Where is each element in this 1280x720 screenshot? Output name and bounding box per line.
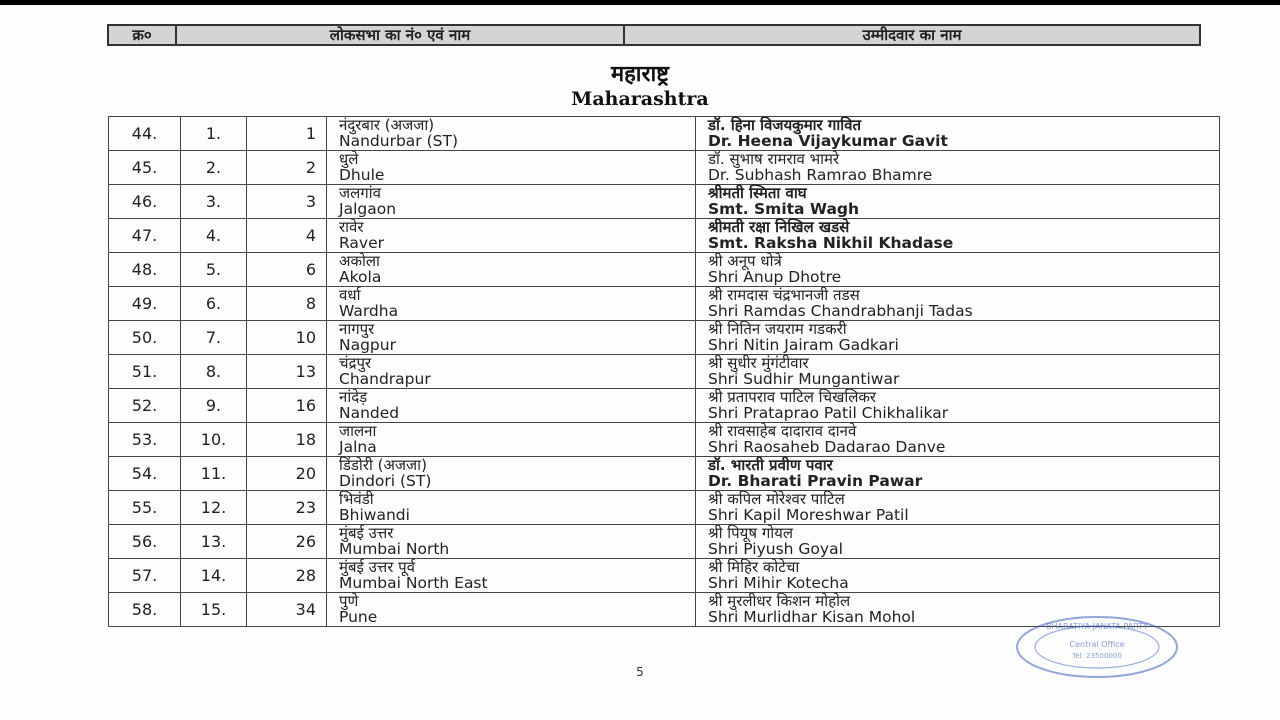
candidate-name-english: Shri Kapil Moreshwar Patil bbox=[708, 506, 909, 524]
candidate-name-english: Smt. Smita Wagh bbox=[708, 200, 860, 218]
overall-serial-cell bbox=[109, 559, 181, 593]
overall-serial-cell bbox=[109, 389, 181, 423]
overall-serial-cell bbox=[109, 321, 181, 355]
candidate-name-english: Shri Mihir Kotecha bbox=[708, 574, 849, 592]
candidate-cell bbox=[696, 559, 1220, 593]
overall-serial-cell bbox=[109, 185, 181, 219]
constituency-name-hindi: वर्धा bbox=[339, 286, 361, 304]
candidate-name-hindi: श्री मिहिर कोटेचा bbox=[708, 558, 800, 576]
candidate-name-hindi: श्री सुधीर मुंगंटीवार bbox=[708, 354, 809, 372]
overall-serial-cell bbox=[109, 423, 181, 457]
overall-serial: 50. bbox=[131, 328, 158, 347]
constituency-name-hindi: चंद्रपुर bbox=[339, 354, 372, 372]
constituency-cell bbox=[327, 593, 696, 627]
state-serial: 13. bbox=[200, 532, 227, 551]
constituency-cell bbox=[327, 151, 696, 185]
candidate-cell bbox=[696, 423, 1220, 457]
overall-serial-cell bbox=[109, 219, 181, 253]
state-serial-cell bbox=[181, 287, 247, 321]
candidate-name-english: Shri Ramdas Chandrabhanji Tadas bbox=[708, 302, 973, 320]
constituency-number-cell bbox=[247, 117, 327, 151]
constituency-cell bbox=[327, 219, 696, 253]
state-serial: 8. bbox=[205, 362, 222, 381]
candidate-cell bbox=[696, 355, 1220, 389]
constituency-cell bbox=[327, 389, 696, 423]
overall-serial-cell bbox=[109, 593, 181, 627]
state-serial: 15. bbox=[200, 600, 227, 619]
candidate-cell bbox=[696, 491, 1220, 525]
constituency-cell bbox=[327, 287, 696, 321]
constituency-number: 4 bbox=[305, 226, 316, 245]
candidate-name-hindi: श्रीमती रक्षा निखिल खडसे bbox=[708, 218, 850, 236]
constituency-name-hindi: अकोला bbox=[339, 252, 380, 270]
constituency-number-cell bbox=[247, 355, 327, 389]
overall-serial-cell bbox=[109, 355, 181, 389]
state-serial-cell bbox=[181, 423, 247, 457]
constituency-number: 1 bbox=[305, 124, 316, 143]
candidate-name-hindi: श्री कपिल मोरेश्वर पाटिल bbox=[708, 490, 845, 508]
state-serial-cell bbox=[181, 253, 247, 287]
constituency-number-cell bbox=[247, 219, 327, 253]
state-serial: 14. bbox=[200, 566, 227, 585]
constituency-number: 2 bbox=[305, 158, 316, 177]
table-row bbox=[109, 491, 1220, 525]
table-row bbox=[109, 287, 1220, 321]
candidate-cell bbox=[696, 219, 1220, 253]
constituency-number: 8 bbox=[305, 294, 316, 313]
header-constituency: लोकसभा का नं० एवं नाम bbox=[177, 26, 625, 44]
candidate-name-english: Dr. Bharati Pravin Pawar bbox=[708, 472, 923, 490]
page-number: 5 bbox=[636, 665, 644, 679]
constituency-number: 34 bbox=[295, 600, 316, 619]
constituency-name-english: Nandurbar (ST) bbox=[339, 132, 458, 150]
state-serial: 4. bbox=[205, 226, 222, 245]
candidate-name-english: Shri Prataprao Patil Chikhalikar bbox=[708, 404, 949, 422]
constituency-name-english: Pune bbox=[339, 608, 378, 626]
table-row bbox=[109, 355, 1220, 389]
overall-serial-cell bbox=[109, 457, 181, 491]
constituency-name-english: Dhule bbox=[339, 166, 385, 184]
constituency-cell bbox=[327, 559, 696, 593]
constituency-number-cell bbox=[247, 287, 327, 321]
candidate-name-hindi: श्री रावसाहेब दादाराव दानवे bbox=[708, 422, 857, 440]
constituency-number: 6 bbox=[305, 260, 316, 279]
constituency-name-hindi: नंदुरबार (अजजा) bbox=[339, 116, 435, 134]
state-serial: 5. bbox=[205, 260, 222, 279]
table-row bbox=[109, 151, 1220, 185]
candidate-name-hindi: श्री मुरलीधर किशन मोहोल bbox=[708, 592, 851, 610]
overall-serial: 51. bbox=[131, 362, 158, 381]
constituency-name-hindi: पुणे bbox=[339, 592, 359, 610]
constituency-name-english: Mumbai North East bbox=[339, 574, 488, 592]
constituency-name-english: Jalgaon bbox=[339, 200, 397, 218]
constituency-name-hindi: मुंबई उत्तर bbox=[339, 524, 394, 542]
constituency-number-cell bbox=[247, 151, 327, 185]
constituency-number-cell bbox=[247, 559, 327, 593]
overall-serial-cell bbox=[109, 491, 181, 525]
overall-serial: 55. bbox=[131, 498, 158, 517]
candidate-name-hindi: श्री अनूप धोत्रे bbox=[708, 252, 782, 270]
constituency-name-english: Nagpur bbox=[339, 336, 396, 354]
constituency-name-hindi: जालना bbox=[339, 422, 377, 440]
overall-serial: 47. bbox=[131, 226, 158, 245]
candidate-name-hindi: डॉ. सुभाष रामराव भामरे bbox=[708, 150, 840, 168]
overall-serial: 56. bbox=[131, 532, 158, 551]
constituency-cell bbox=[327, 491, 696, 525]
candidate-name-english: Shri Murlidhar Kisan Mohol bbox=[708, 608, 916, 626]
candidate-name-english: Smt. Raksha Nikhil Khadase bbox=[708, 234, 954, 252]
constituency-cell bbox=[327, 185, 696, 219]
state-serial: 11. bbox=[200, 464, 227, 483]
candidate-name-hindi: श्री पियूष गोयल bbox=[708, 524, 794, 542]
constituency-name-english: Mumbai North bbox=[339, 540, 450, 558]
header-serial: क्र० bbox=[109, 26, 177, 44]
constituency-number-cell bbox=[247, 253, 327, 287]
constituency-number: 26 bbox=[295, 532, 316, 551]
svg-text:Central Office: Central Office bbox=[1069, 640, 1125, 649]
candidate-name-english: Dr. Heena Vijaykumar Gavit bbox=[708, 132, 948, 150]
state-serial-cell bbox=[181, 321, 247, 355]
constituency-name-hindi: रावेर bbox=[339, 218, 364, 236]
state-serial: 12. bbox=[200, 498, 227, 517]
overall-serial: 44. bbox=[131, 124, 158, 143]
constituency-cell bbox=[327, 423, 696, 457]
constituency-name-english: Akola bbox=[339, 268, 382, 286]
overall-serial-cell bbox=[109, 117, 181, 151]
constituency-name-hindi: धुले bbox=[339, 150, 359, 168]
constituency-number-cell bbox=[247, 457, 327, 491]
svg-text:BHARATIYA JANATA PARTY: BHARATIYA JANATA PARTY bbox=[1046, 622, 1148, 631]
constituency-cell bbox=[327, 457, 696, 491]
state-serial: 7. bbox=[205, 328, 222, 347]
constituency-name-english: Dindori (ST) bbox=[339, 472, 432, 490]
table-row bbox=[109, 457, 1220, 491]
constituency-name-english: Jalna bbox=[339, 438, 377, 456]
state-serial-cell bbox=[181, 457, 247, 491]
overall-serial: 54. bbox=[131, 464, 158, 483]
candidate-name-hindi: श्री नितिन जयराम गडकरी bbox=[708, 320, 847, 338]
candidate-name-english: Shri Anup Dhotre bbox=[708, 268, 842, 286]
candidate-cell bbox=[696, 185, 1220, 219]
candidate-name-hindi: श्रीमती स्मिता वाघ bbox=[708, 184, 807, 202]
constituency-name-english: Chandrapur bbox=[339, 370, 431, 388]
table-row bbox=[109, 559, 1220, 593]
state-serial: 9. bbox=[205, 396, 222, 415]
candidate-cell bbox=[696, 457, 1220, 491]
constituency-number: 18 bbox=[295, 430, 316, 449]
table-row bbox=[109, 389, 1220, 423]
candidate-name-english: Shri Piyush Goyal bbox=[708, 540, 843, 558]
constituency-name-hindi: नागपुर bbox=[339, 320, 375, 338]
overall-serial: 57. bbox=[131, 566, 158, 585]
candidate-cell bbox=[696, 321, 1220, 355]
constituency-number: 23 bbox=[295, 498, 316, 517]
constituency-number-cell bbox=[247, 593, 327, 627]
table-row bbox=[109, 253, 1220, 287]
table-row bbox=[109, 117, 1220, 151]
candidate-cell bbox=[696, 253, 1220, 287]
overall-serial: 45. bbox=[131, 158, 158, 177]
constituency-number: 28 bbox=[295, 566, 316, 585]
constituency-number: 3 bbox=[305, 192, 316, 211]
constituency-cell bbox=[327, 525, 696, 559]
constituency-name-hindi: भिवंडी bbox=[339, 490, 374, 508]
state-serial: 3. bbox=[205, 192, 222, 211]
constituency-number: 16 bbox=[295, 396, 316, 415]
table-row bbox=[109, 525, 1220, 559]
constituency-name-hindi: नांदेड़ bbox=[339, 388, 368, 406]
header-candidate: उम्मीदवार का नाम bbox=[862, 26, 962, 44]
constituency-name-hindi: जलगांव bbox=[339, 184, 381, 202]
candidate-name-english: Shri Sudhir Mungantiwar bbox=[708, 370, 900, 388]
constituency-number: 10 bbox=[295, 328, 316, 347]
constituency-number-cell bbox=[247, 185, 327, 219]
state-serial: 1. bbox=[205, 124, 222, 143]
overall-serial: 52. bbox=[131, 396, 158, 415]
constituency-number: 13 bbox=[295, 362, 316, 381]
constituency-cell bbox=[327, 321, 696, 355]
state-serial: 6. bbox=[205, 294, 222, 313]
state-serial: 2. bbox=[205, 158, 222, 177]
state-serial: 10. bbox=[200, 430, 227, 449]
candidate-name-english: Dr. Subhash Ramrao Bhamre bbox=[708, 166, 933, 184]
constituency-cell bbox=[327, 253, 696, 287]
state-serial-cell bbox=[181, 355, 247, 389]
constituency-number-cell bbox=[247, 389, 327, 423]
constituency-number-cell bbox=[247, 423, 327, 457]
constituency-number-cell bbox=[247, 321, 327, 355]
constituency-name-english: Wardha bbox=[339, 302, 399, 320]
state-title-hindi: महाराष्ट्र bbox=[610, 62, 670, 87]
constituency-name-hindi: डिंडोरी (अजजा) bbox=[339, 456, 427, 474]
constituency-cell bbox=[327, 117, 696, 151]
overall-serial: 53. bbox=[131, 430, 158, 449]
state-serial-cell bbox=[181, 525, 247, 559]
candidate-cell bbox=[696, 117, 1220, 151]
constituency-name-english: Nanded bbox=[339, 404, 400, 422]
state-serial-cell bbox=[181, 559, 247, 593]
overall-serial-cell bbox=[109, 525, 181, 559]
table-row bbox=[109, 321, 1220, 355]
candidate-name-hindi: श्री प्रतापराव पाटिल चिखलिकर bbox=[708, 388, 877, 406]
overall-serial: 58. bbox=[131, 600, 158, 619]
state-serial-cell bbox=[181, 593, 247, 627]
overall-serial: 46. bbox=[131, 192, 158, 211]
candidate-name-hindi: श्री रामदास चंद्रभानजी तडस bbox=[708, 286, 860, 304]
candidate-cell bbox=[696, 389, 1220, 423]
candidate-name-hindi: डॉ. भारती प्रवीण पवार bbox=[708, 456, 833, 474]
constituency-cell bbox=[327, 355, 696, 389]
table-header bbox=[107, 24, 1201, 46]
constituency-name-hindi: मुंबई उत्तर पूर्व bbox=[339, 558, 416, 576]
constituency-name-english: Raver bbox=[339, 234, 385, 252]
constituency-name-english: Bhiwandi bbox=[339, 506, 410, 524]
constituency-number-cell bbox=[247, 525, 327, 559]
overall-serial-cell bbox=[109, 253, 181, 287]
state-title-english: Maharashtra bbox=[571, 88, 709, 110]
state-serial-cell bbox=[181, 389, 247, 423]
constituency-number: 20 bbox=[295, 464, 316, 483]
state-serial-cell bbox=[181, 185, 247, 219]
overall-serial-cell bbox=[109, 287, 181, 321]
candidate-cell bbox=[696, 525, 1220, 559]
overall-serial: 49. bbox=[131, 294, 158, 313]
state-serial-cell bbox=[181, 151, 247, 185]
state-serial-cell bbox=[181, 491, 247, 525]
candidate-name-hindi: डॉ. हिना विजयकुमार गावित bbox=[708, 116, 862, 134]
table-row bbox=[109, 185, 1220, 219]
candidate-cell bbox=[696, 151, 1220, 185]
candidate-table bbox=[108, 116, 1220, 627]
table-row bbox=[109, 219, 1220, 253]
state-serial-cell bbox=[181, 117, 247, 151]
overall-serial: 48. bbox=[131, 260, 158, 279]
overall-serial-cell bbox=[109, 151, 181, 185]
constituency-number-cell bbox=[247, 491, 327, 525]
candidate-cell bbox=[696, 287, 1220, 321]
candidate-name-english: Shri Nitin Jairam Gadkari bbox=[708, 336, 899, 354]
state-serial-cell bbox=[181, 219, 247, 253]
candidate-name-english: Shri Raosaheb Dadarao Danve bbox=[708, 438, 946, 456]
svg-text:Tel: 23500000: Tel: 23500000 bbox=[1072, 652, 1122, 660]
table-row bbox=[109, 423, 1220, 457]
document-page bbox=[0, 5, 1280, 720]
